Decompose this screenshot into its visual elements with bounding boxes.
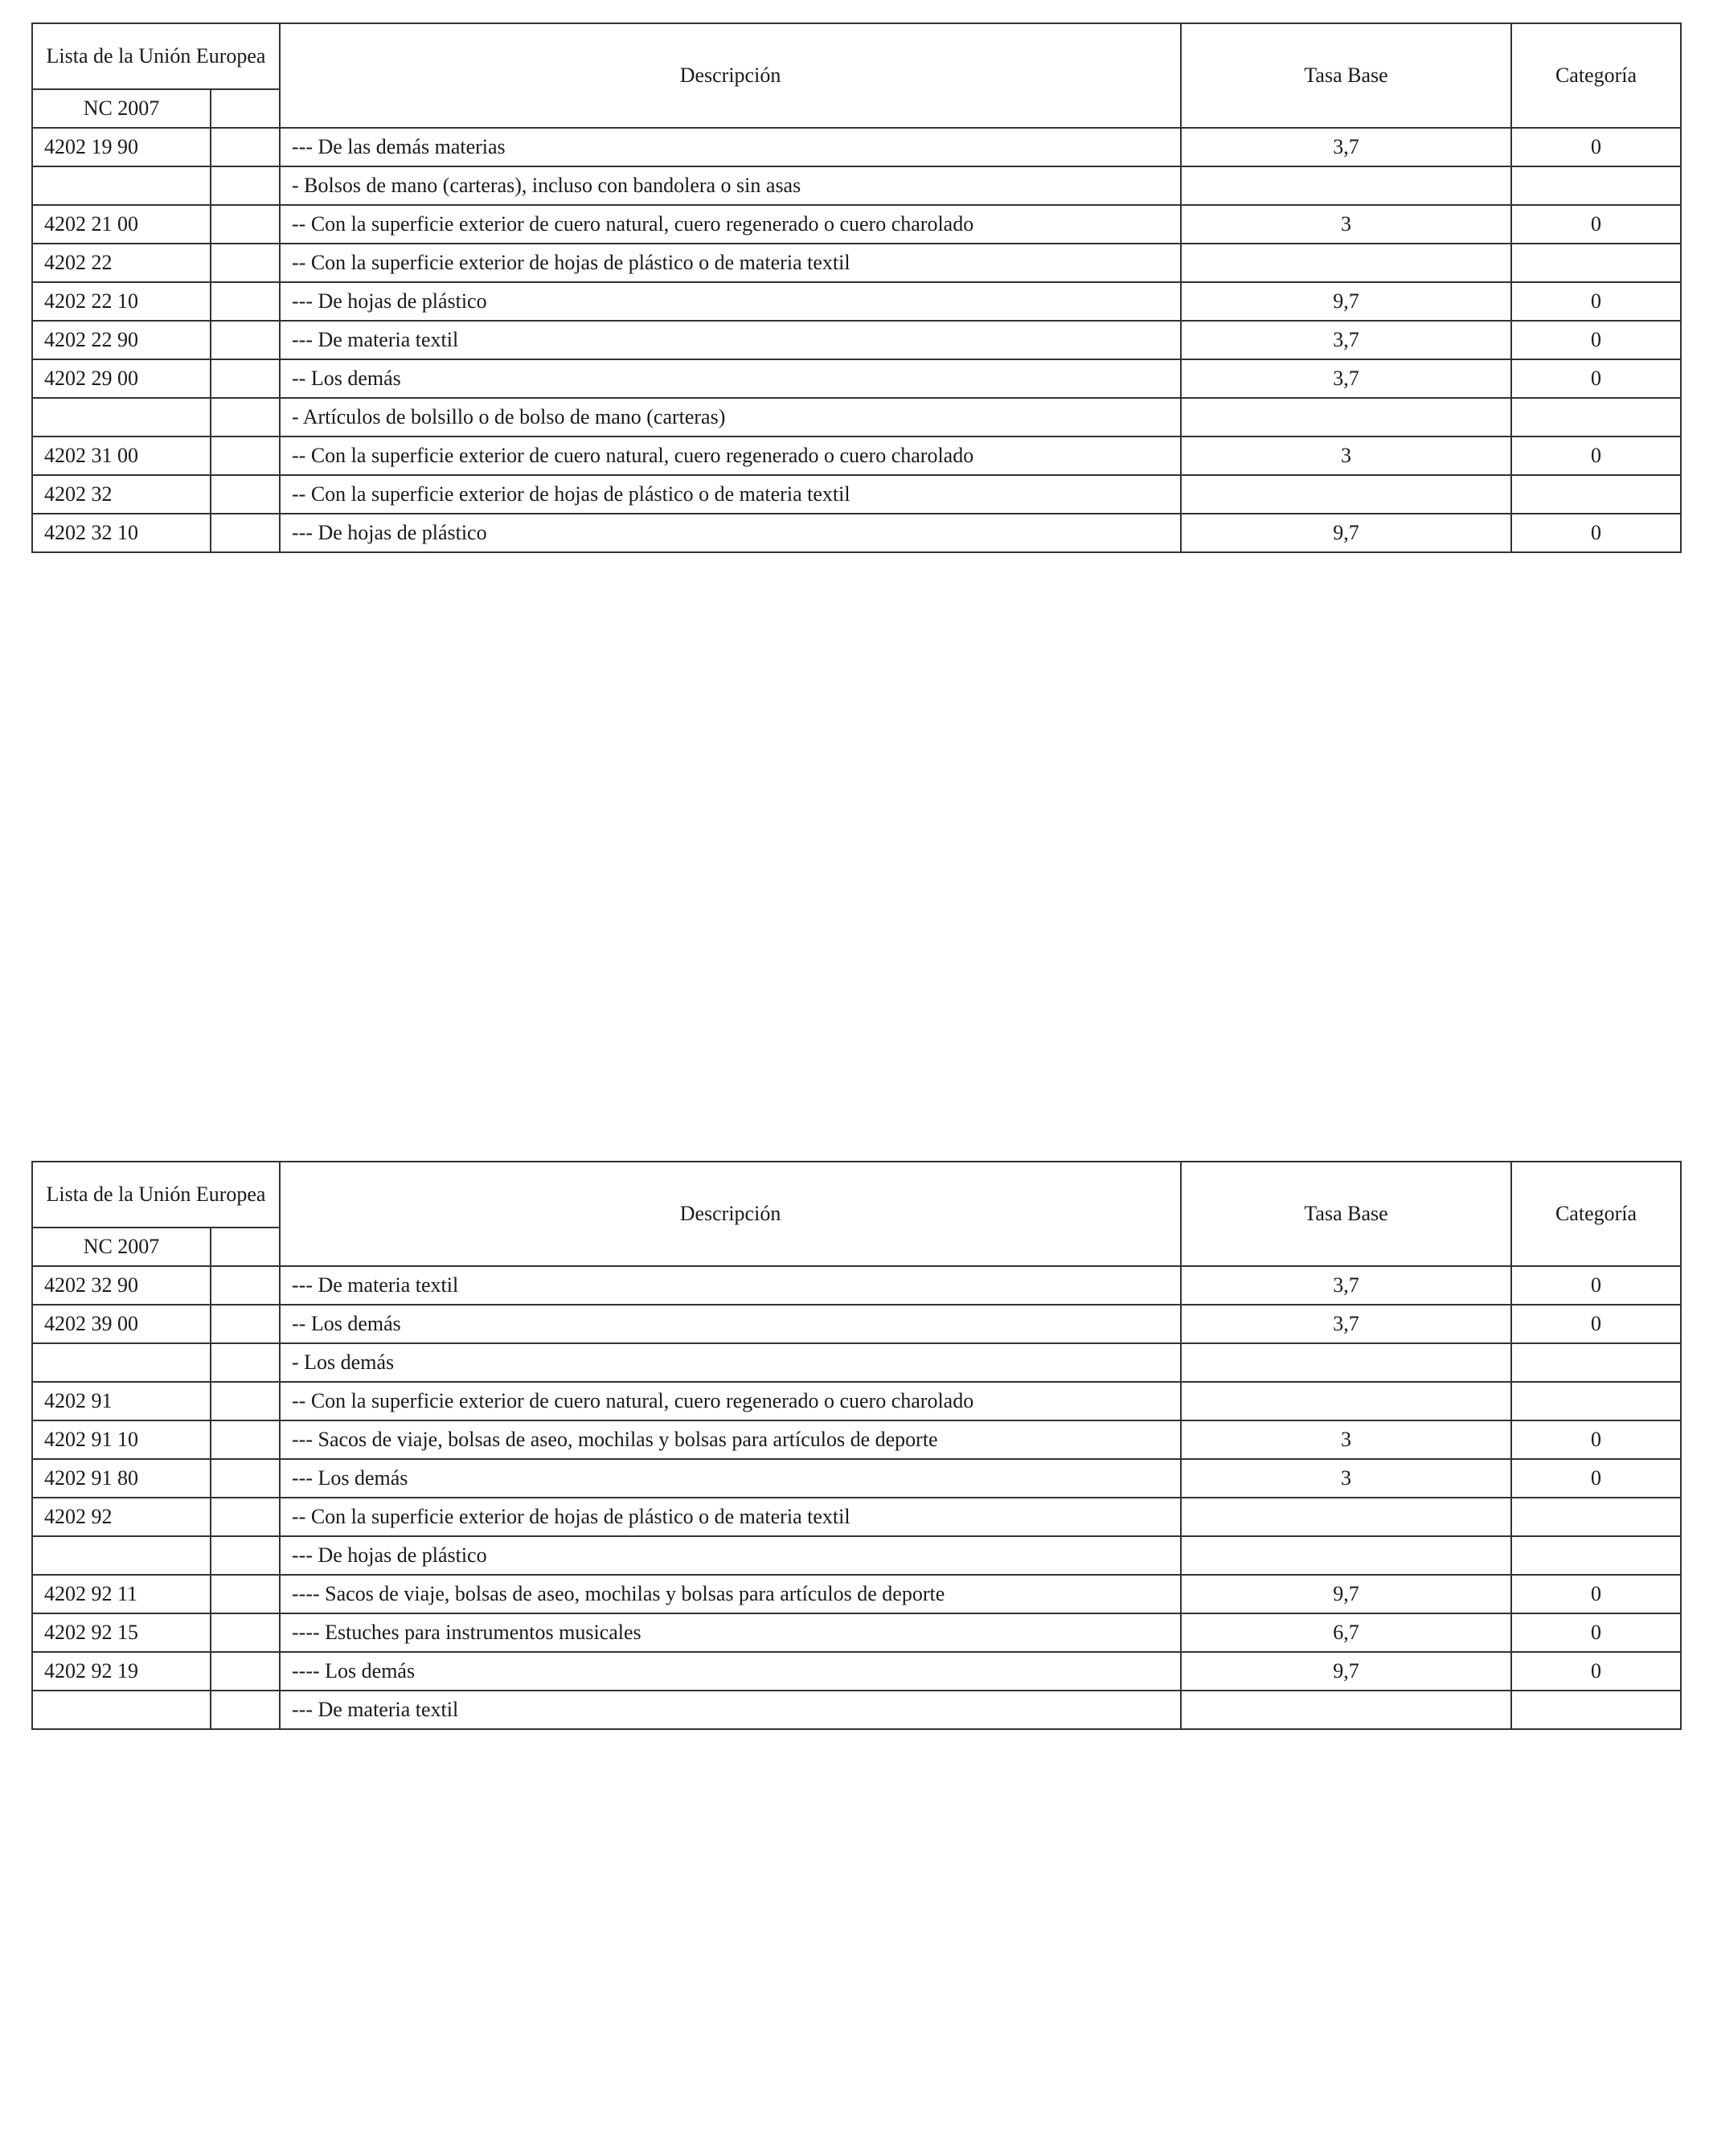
description-cell: --- De materia textil xyxy=(280,1691,1181,1729)
table-row xyxy=(32,128,1681,166)
description-cell: -- Con la superficie exterior de cuero natural, cuero regenerado o cuero charolado xyxy=(280,437,1181,475)
description-cell: --- De materia textil xyxy=(280,321,1181,359)
description-cell: - Bolsos de mano (carteras), incluso con bandolera o sin asas xyxy=(280,166,1181,205)
table-row xyxy=(32,398,1681,437)
category-cell: 0 xyxy=(1511,514,1681,552)
category-cell: 0 xyxy=(1511,205,1681,244)
nc-code-cell: 4202 91 xyxy=(32,1382,211,1420)
table-row xyxy=(32,1498,1681,1536)
description-cell: -- Con la superficie exterior de cuero natural, cuero regenerado o cuero charolado xyxy=(280,1382,1181,1420)
nc-code-cell: 4202 91 80 xyxy=(32,1459,211,1498)
header-list-title: Lista de la Unión Europea xyxy=(32,1162,280,1228)
base-rate-cell xyxy=(1181,244,1511,282)
empty-cell xyxy=(211,1498,280,1536)
table-row xyxy=(32,1575,1681,1613)
category-cell xyxy=(1511,1382,1681,1420)
empty-cell xyxy=(211,244,280,282)
empty-cell xyxy=(211,166,280,205)
header-row xyxy=(32,23,1681,89)
base-rate-cell xyxy=(1181,166,1511,205)
empty-cell xyxy=(211,321,280,359)
base-rate-cell: 3 xyxy=(1181,205,1511,244)
base-rate-cell xyxy=(1181,398,1511,437)
nc-code-cell: 4202 22 10 xyxy=(32,282,211,321)
base-rate-cell xyxy=(1181,1498,1511,1536)
nc-code-cell: 4202 32 xyxy=(32,475,211,514)
base-rate-cell: 3,7 xyxy=(1181,321,1511,359)
empty-cell xyxy=(211,1420,280,1459)
empty-cell xyxy=(211,282,280,321)
header-category: Categoría xyxy=(1511,23,1681,128)
header-base-rate: Tasa Base xyxy=(1181,23,1511,128)
nc-code-cell: 4202 92 11 xyxy=(32,1575,211,1613)
empty-cell xyxy=(211,1266,280,1305)
category-cell: 0 xyxy=(1511,1575,1681,1613)
category-cell xyxy=(1511,166,1681,205)
table-row xyxy=(32,475,1681,514)
table-row xyxy=(32,437,1681,475)
table-row xyxy=(32,1305,1681,1343)
empty-cell xyxy=(211,398,280,437)
description-cell: - Los demás xyxy=(280,1343,1181,1382)
nc-code-cell xyxy=(32,1691,211,1729)
header-nc-code: NC 2007 xyxy=(32,89,211,128)
nc-code-cell xyxy=(32,166,211,205)
nc-code-cell: 4202 91 10 xyxy=(32,1420,211,1459)
table-row xyxy=(32,1536,1681,1575)
table-row xyxy=(32,1459,1681,1498)
base-rate-cell: 9,7 xyxy=(1181,1652,1511,1691)
base-rate-cell: 9,7 xyxy=(1181,514,1511,552)
nc-code-cell xyxy=(32,1536,211,1575)
category-cell: 0 xyxy=(1511,359,1681,398)
category-cell: 0 xyxy=(1511,1613,1681,1652)
nc-code-cell xyxy=(32,398,211,437)
category-cell: 0 xyxy=(1511,282,1681,321)
base-rate-cell xyxy=(1181,1691,1511,1729)
nc-code-cell: 4202 92 xyxy=(32,1498,211,1536)
category-cell xyxy=(1511,1536,1681,1575)
table-body xyxy=(32,1162,1681,1729)
base-rate-cell: 3 xyxy=(1181,1459,1511,1498)
category-cell xyxy=(1511,1498,1681,1536)
empty-cell xyxy=(211,1691,280,1729)
nc-code-cell: 4202 29 00 xyxy=(32,359,211,398)
nc-code-cell: 4202 31 00 xyxy=(32,437,211,475)
description-cell: -- Los demás xyxy=(280,359,1181,398)
description-cell: -- Los demás xyxy=(280,1305,1181,1343)
nc-code-cell: 4202 32 90 xyxy=(32,1266,211,1305)
nc-code-cell: 4202 32 10 xyxy=(32,514,211,552)
header-empty-cell xyxy=(211,1228,280,1266)
description-cell: --- De hojas de plástico xyxy=(280,1536,1181,1575)
table-row xyxy=(32,1613,1681,1652)
header-description: Descripción xyxy=(280,1162,1181,1266)
tariff-table xyxy=(31,23,1682,553)
base-rate-cell: 3 xyxy=(1181,1420,1511,1459)
description-cell: --- De hojas de plástico xyxy=(280,282,1181,321)
description-cell: -- Con la superficie exterior de hojas de plástico o de materia textil xyxy=(280,244,1181,282)
table-row xyxy=(32,321,1681,359)
category-cell: 0 xyxy=(1511,1459,1681,1498)
tariff-table xyxy=(31,1161,1682,1730)
category-cell xyxy=(1511,1691,1681,1729)
description-cell: -- Con la superficie exterior de hojas de plástico o de materia textil xyxy=(280,475,1181,514)
empty-cell xyxy=(211,1613,280,1652)
base-rate-cell: 9,7 xyxy=(1181,1575,1511,1613)
category-cell: 0 xyxy=(1511,321,1681,359)
header-description: Descripción xyxy=(280,23,1181,128)
nc-code-cell: 4202 19 90 xyxy=(32,128,211,166)
category-cell xyxy=(1511,475,1681,514)
empty-cell xyxy=(211,205,280,244)
nc-code-cell: 4202 92 19 xyxy=(32,1652,211,1691)
description-cell: ---- Estuches para instrumentos musicales xyxy=(280,1613,1181,1652)
empty-cell xyxy=(211,1652,280,1691)
header-category: Categoría xyxy=(1511,1162,1681,1266)
category-cell: 0 xyxy=(1511,1420,1681,1459)
category-cell: 0 xyxy=(1511,128,1681,166)
table-row xyxy=(32,1420,1681,1459)
nc-code-cell xyxy=(32,1343,211,1382)
base-rate-cell xyxy=(1181,1382,1511,1420)
description-cell: --- Los demás xyxy=(280,1459,1181,1498)
description-cell: --- De las demás materias xyxy=(280,128,1181,166)
category-cell xyxy=(1511,398,1681,437)
table-row xyxy=(32,244,1681,282)
description-cell: -- Con la superficie exterior de cuero natural, cuero regenerado o cuero charolado xyxy=(280,205,1181,244)
header-row xyxy=(32,1162,1681,1228)
description-cell: - Artículos de bolsillo o de bolso de mano (carteras) xyxy=(280,398,1181,437)
description-cell: ---- Los demás xyxy=(280,1652,1181,1691)
empty-cell xyxy=(211,1305,280,1343)
table-row xyxy=(32,1266,1681,1305)
base-rate-cell xyxy=(1181,1536,1511,1575)
header-nc-code: NC 2007 xyxy=(32,1228,211,1266)
category-cell: 0 xyxy=(1511,1266,1681,1305)
empty-cell xyxy=(211,128,280,166)
empty-cell xyxy=(211,1459,280,1498)
base-rate-cell: 3,7 xyxy=(1181,128,1511,166)
base-rate-cell: 3,7 xyxy=(1181,359,1511,398)
description-cell: --- Sacos de viaje, bolsas de aseo, mochilas y bolsas para artículos de deporte xyxy=(280,1420,1181,1459)
header-base-rate: Tasa Base xyxy=(1181,1162,1511,1266)
header-empty-cell xyxy=(211,89,280,128)
category-cell: 0 xyxy=(1511,437,1681,475)
description-cell: -- Con la superficie exterior de hojas de plástico o de materia textil xyxy=(280,1498,1181,1536)
empty-cell xyxy=(211,1536,280,1575)
table-row xyxy=(32,166,1681,205)
empty-cell xyxy=(211,475,280,514)
base-rate-cell: 3,7 xyxy=(1181,1266,1511,1305)
base-rate-cell: 3 xyxy=(1181,437,1511,475)
category-cell xyxy=(1511,1343,1681,1382)
nc-code-cell: 4202 22 90 xyxy=(32,321,211,359)
description-cell: --- De materia textil xyxy=(280,1266,1181,1305)
base-rate-cell: 9,7 xyxy=(1181,282,1511,321)
description-cell: --- De hojas de plástico xyxy=(280,514,1181,552)
base-rate-cell: 6,7 xyxy=(1181,1613,1511,1652)
empty-cell xyxy=(211,1343,280,1382)
category-cell: 0 xyxy=(1511,1305,1681,1343)
table-row xyxy=(32,1343,1681,1382)
table-row xyxy=(32,1652,1681,1691)
table-row xyxy=(32,1382,1681,1420)
empty-cell xyxy=(211,1575,280,1613)
category-cell: 0 xyxy=(1511,1652,1681,1691)
table-row xyxy=(32,514,1681,552)
description-cell: ---- Sacos de viaje, bolsas de aseo, mochilas y bolsas para artículos de deporte xyxy=(280,1575,1181,1613)
nc-code-cell: 4202 39 00 xyxy=(32,1305,211,1343)
nc-code-cell: 4202 22 xyxy=(32,244,211,282)
table-row xyxy=(32,282,1681,321)
nc-code-cell: 4202 92 15 xyxy=(32,1613,211,1652)
category-cell xyxy=(1511,244,1681,282)
header-list-title: Lista de la Unión Europea xyxy=(32,23,280,89)
table-row xyxy=(32,359,1681,398)
base-rate-cell xyxy=(1181,1343,1511,1382)
nc-code-cell: 4202 21 00 xyxy=(32,205,211,244)
base-rate-cell xyxy=(1181,475,1511,514)
table-body xyxy=(32,23,1681,552)
empty-cell xyxy=(211,359,280,398)
table-row xyxy=(32,205,1681,244)
empty-cell xyxy=(211,1382,280,1420)
empty-cell xyxy=(211,437,280,475)
base-rate-cell: 3,7 xyxy=(1181,1305,1511,1343)
empty-cell xyxy=(211,514,280,552)
table-row xyxy=(32,1691,1681,1729)
